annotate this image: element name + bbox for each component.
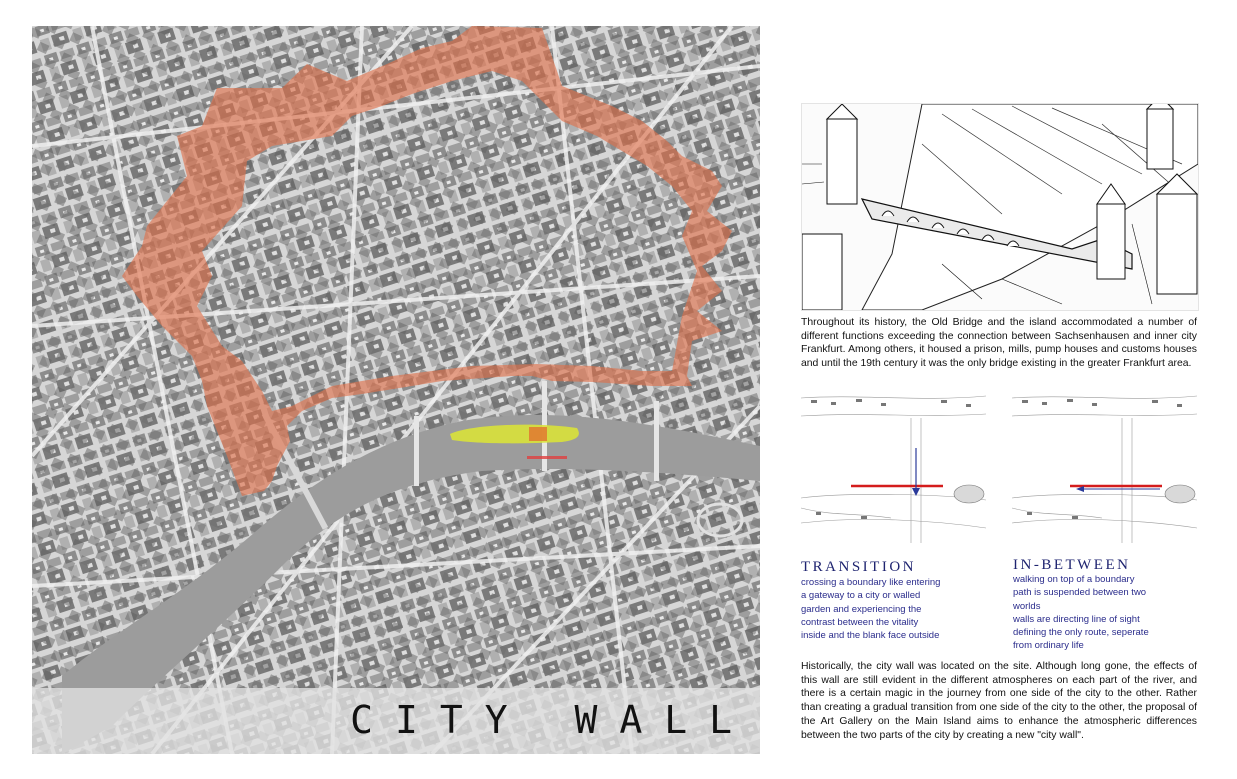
transition-desc-line: contrast between the vitality [801,616,919,628]
history-paragraph: Throughout its history, the Old Bridge and the island accommodated a number of different functions exceeding the connection between Sachsenhausen and inner city Frankfurt. Among others, it housed a prison, mills, pump houses and customs houses and until the 19th century it was the only bridge existing in the greater Frankfurt area. [801,317,1197,370]
transition-heading: TRANSITION [801,559,916,575]
transition-diagram-graphic [801,388,986,543]
transition-description [801,576,981,642]
map-title: CITY WALL [350,698,754,742]
in-between-diagram-graphic [1012,388,1197,543]
transition-diagram [801,388,986,543]
map-graphic [32,26,760,754]
in-between-description [1013,573,1193,653]
in-between-desc-line: walking on top of a boundary [1013,574,1135,585]
in-between-desc-line: path is suspended between two [1013,587,1147,599]
transition-desc-line: garden and experiencing the [801,603,922,615]
historic-bridge-sketch [801,103,1199,311]
closing-paragraph: Historically, the city wall was located on the site. Although long gone, the effects of this wall are still evident in the different atmospheres on each part of the river, and there is a certain magic in the journey from one side of the city to the other. Rather than creating a gradual transition from one side of the city to the other, the proposal of the Art Gallery on the Main Island aims to enhance the atmospheric differences between the two parts of the city by creating a new "city wall". [801,661,1197,741]
in-between-diagram [1012,388,1197,543]
aerial-map [32,26,760,754]
in-between-heading: IN-BETWEEN [1013,557,1131,573]
in-between-desc-line: defining the only route, seperate [1013,627,1149,639]
transition-desc-line: crossing a boundary like entering [801,577,941,588]
in-between-desc-line: walls are directing line of sight [1013,613,1140,625]
transition-desc-line: a gateway to a city or walled [801,590,921,602]
in-between-desc-line: from ordinary life [1013,640,1084,652]
bridge-sketch-graphic [802,104,1198,310]
transition-desc-line: inside and the blank face outside [801,630,940,642]
in-between-desc-line: worlds [1013,600,1041,612]
